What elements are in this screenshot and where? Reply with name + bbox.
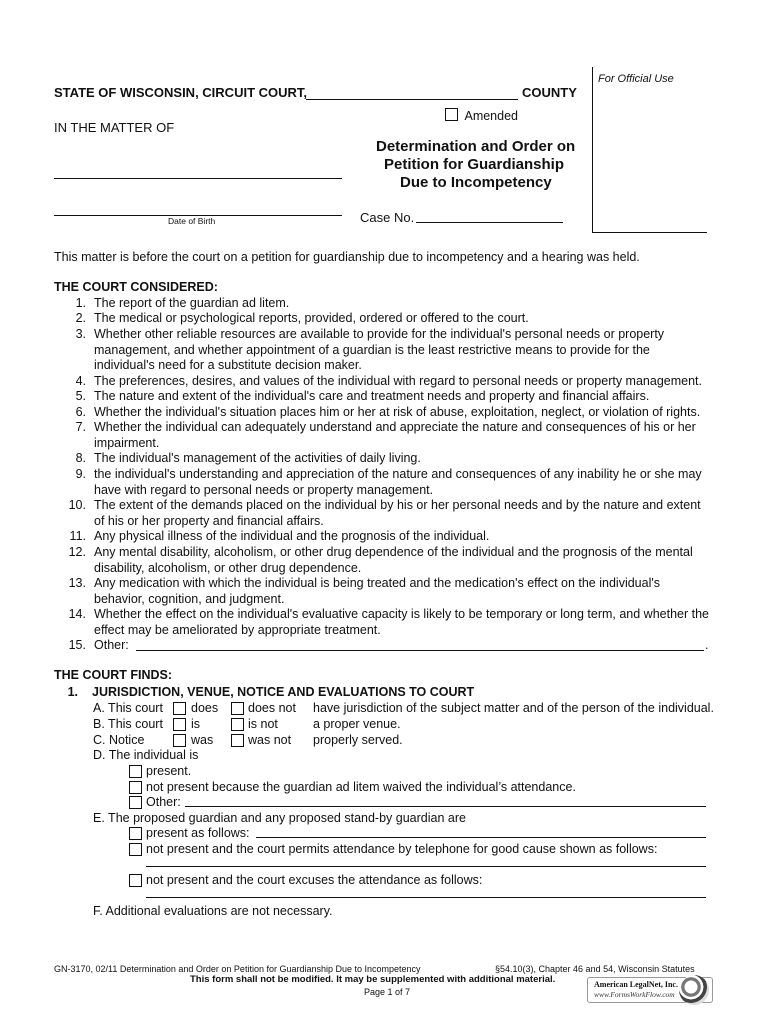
item-text: Whether the individual's situation places him or her at risk of abuse, exploitation, neglect, or violation of rights. (94, 405, 701, 419)
guardian-telephone-field[interactable] (146, 866, 706, 867)
other-presence-field[interactable] (185, 806, 706, 807)
item-number: 8. (75, 451, 86, 465)
is-checkbox[interactable] (173, 718, 186, 731)
statutes: §54.10(3), Chapter 46 and 54, Wisconsin Statutes (495, 964, 695, 974)
guardian-excused-field[interactable] (146, 897, 706, 898)
item-text: The extent of the demands placed on the individual by his or her personal needs and by the nature and extent of his or her property and financial affairs. (94, 498, 701, 528)
item-text: The preferences, desires, and values of the individual with regard to personal needs or property management. (94, 374, 702, 388)
form-title-line-1: Determination and Order on (376, 138, 576, 155)
item-number: 4. (75, 374, 86, 388)
item-text: The individual's management of the activities of daily living. (94, 451, 421, 465)
does-checkbox[interactable] (173, 702, 186, 715)
court-title: STATE OF WISCONSIN, CIRCUIT COURT, (54, 85, 308, 100)
item-number: 11. (69, 529, 86, 543)
official-use-divider (592, 67, 593, 232)
was-not-label: was not (248, 733, 292, 747)
item-text: Other: (94, 638, 129, 652)
other-considered-field[interactable] (136, 650, 704, 651)
not-present-gal-label: not present because the guardian ad litem waived the individual’s attendance. (146, 780, 576, 794)
row-tail: a proper venue. (313, 717, 401, 731)
item-number: 3. (75, 327, 86, 341)
guardian-presence-label: E. The proposed guardian and any proposed stand-by guardian are (93, 811, 466, 825)
row-tail: have jurisdiction of the subject matter and of the person of the individual. (313, 701, 714, 715)
header-bottom-rule (592, 232, 707, 233)
item-number: 10. (68, 498, 86, 512)
finds-heading: THE COURT FINDS: (54, 668, 173, 682)
item-text: Whether other reliable resources are available to provide for the individual's personal needs or property management, and whether appointment of a guardian is the least restrictive means to provide for the individual's need for a substitute decision maker. (94, 327, 665, 373)
form-title-line-3: Due to Incompetency (400, 174, 552, 191)
amended-checkbox[interactable] (445, 108, 458, 121)
row-label: B. This court (93, 717, 163, 731)
item-number: 1. (67, 685, 78, 699)
form-id: GN-3170, 02/11 Determination and Order on Petition for Guardianship Due to Incompetency (54, 964, 421, 974)
other-presence-label: Other: (146, 795, 181, 809)
form-title-line-2: Petition for Guardianship (384, 156, 565, 173)
item-text: the individual's understanding and appreciation of the nature and consequences of any inability he or she may have with regard to personal needs or property management. (94, 467, 702, 497)
item-number: 5. (75, 389, 86, 403)
item-number: 14. (68, 607, 86, 621)
item-text: The nature and extent of the individual's care and treatment needs and property and financial affairs. (94, 389, 650, 403)
other-presence-checkbox[interactable] (129, 796, 142, 809)
date-of-birth-label: Date of Birth (168, 216, 216, 226)
case-no-label: Case No. (360, 210, 415, 225)
individual-presence-label: D. The individual is (93, 748, 199, 762)
publisher-logo-icon (679, 975, 709, 1005)
guardian-excused-label: not present and the court excuses the attendance as follows: (146, 873, 483, 887)
item-text: Whether the individual can adequately understand and appreciate the nature and consequences of his or her impairment. (94, 420, 696, 450)
item-text: Any physical illness of the individual and the prognosis of the individual. (94, 529, 490, 543)
guardian-telephone-label: not present and the court permits attendance by telephone for good cause shown as follows: (146, 842, 658, 856)
amended-label: Amended (464, 109, 518, 123)
was-checkbox[interactable] (173, 734, 186, 747)
item-title: JURISDICTION, VENUE, NOTICE AND EVALUATIONS TO COURT (92, 685, 475, 699)
item-number: 2. (75, 311, 86, 325)
intro-text: This matter is before the court on a petition for guardianship due to incompetency and a hearing was held. (54, 250, 640, 264)
item-number: 7. (75, 420, 86, 434)
not-present-gal-checkbox[interactable] (129, 781, 142, 794)
item-number: 12. (68, 545, 86, 559)
amended-option (445, 108, 518, 123)
item-number: 6. (75, 405, 86, 419)
page-number: Page 1 of 7 (364, 987, 411, 997)
was-not-checkbox[interactable] (231, 734, 244, 747)
item-number: 9. (75, 467, 86, 481)
county-label: COUNTY (522, 85, 577, 100)
county-name-field[interactable] (306, 99, 518, 100)
publisher-name: American LegalNet, Inc. (594, 980, 678, 989)
period: . (705, 638, 709, 652)
guardian-present-label: present as follows: (146, 826, 250, 840)
does-label: does (191, 701, 219, 715)
does-not-checkbox[interactable] (231, 702, 244, 715)
item-number: 15. (68, 638, 86, 652)
item-text: Any mental disability, alcoholism, or other drug dependence of the individual and the prognosis of the mental disability, alcoholism, or other drug dependence. (94, 545, 693, 575)
additional-evaluations: F. Additional evaluations are not necessary. (93, 904, 333, 918)
guardian-present-field[interactable] (256, 837, 706, 838)
guardian-present-checkbox[interactable] (129, 827, 142, 840)
item-text: Any medication with which the individual is being treated and the medication's effect on the individual's behavior, cognition, and judgment. (94, 576, 660, 606)
guardian-excused-checkbox[interactable] (129, 874, 142, 887)
row-label: C. Notice (93, 733, 145, 747)
present-checkbox[interactable] (129, 765, 142, 778)
publisher-url: www.FormsWorkFlow.com (594, 990, 675, 999)
is-not-checkbox[interactable] (231, 718, 244, 731)
item-number: 1. (75, 296, 86, 310)
item-text: The report of the guardian ad litem. (94, 296, 290, 310)
individual-name-field[interactable] (54, 178, 342, 179)
is-label: is (191, 717, 201, 731)
is-not-label: is not (248, 717, 278, 731)
row-label: A. This court (93, 701, 163, 715)
present-label: present. (146, 764, 192, 778)
modification-notice: This form shall not be modified. It may be supplemented with additional material. (190, 974, 556, 985)
case-no-field[interactable] (416, 222, 563, 223)
considered-heading: THE COURT CONSIDERED: (54, 280, 218, 294)
does-not-label: does not (248, 701, 296, 715)
official-use-label: For Official Use (598, 73, 674, 85)
item-number: 13. (68, 576, 86, 590)
row-tail: properly served. (313, 733, 403, 747)
item-text: The medical or psychological reports, provided, ordered or offered to the court. (94, 311, 529, 325)
was-label: was (191, 733, 214, 747)
guardian-telephone-checkbox[interactable] (129, 843, 142, 856)
item-text: Whether the effect on the individual's evaluative capacity is likely to be temporary or long term, and whether the effect may be ameliorated by appropriate treatment. (94, 607, 709, 637)
matter-of-label: IN THE MATTER OF (54, 120, 175, 135)
